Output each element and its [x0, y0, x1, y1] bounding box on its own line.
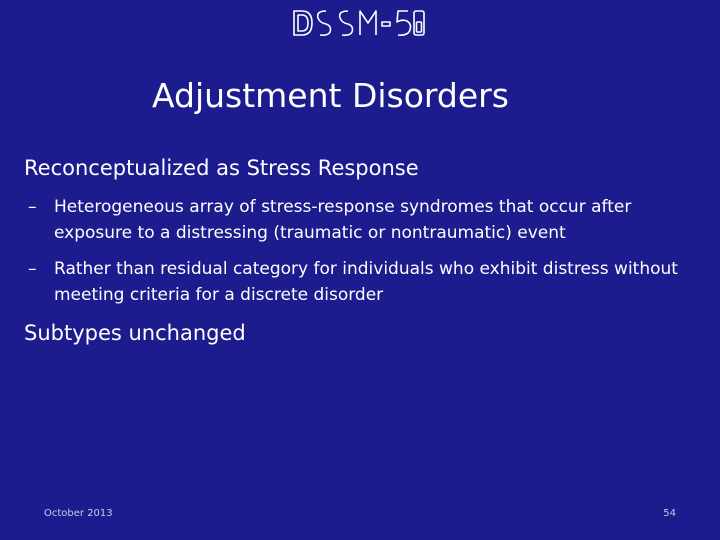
bullet-reconceptualized: Reconceptualized as Stress Response — [24, 156, 419, 180]
dash-marker: – — [28, 197, 37, 217]
footer-date: October 2013 — [44, 508, 113, 519]
sub-bullet-rather-than — [28, 256, 698, 308]
slide-title: Adjustment Disorders — [152, 76, 509, 115]
sub-bullet-text: Rather than residual category for individuals who exhibit distress without meeting criteria for a discrete disorder — [54, 259, 678, 305]
sub-bullet-heterogeneous — [28, 194, 698, 246]
page-number: 54 — [663, 508, 676, 519]
bullet-subtypes: Subtypes unchanged — [24, 321, 246, 345]
dash-marker: – — [28, 259, 37, 279]
dsm5-logo — [290, 5, 430, 39]
sub-bullet-text: Heterogeneous array of stress-response syndromes that occur after exposure to a distressing (traumatic or nontraumatic) event — [54, 197, 632, 243]
